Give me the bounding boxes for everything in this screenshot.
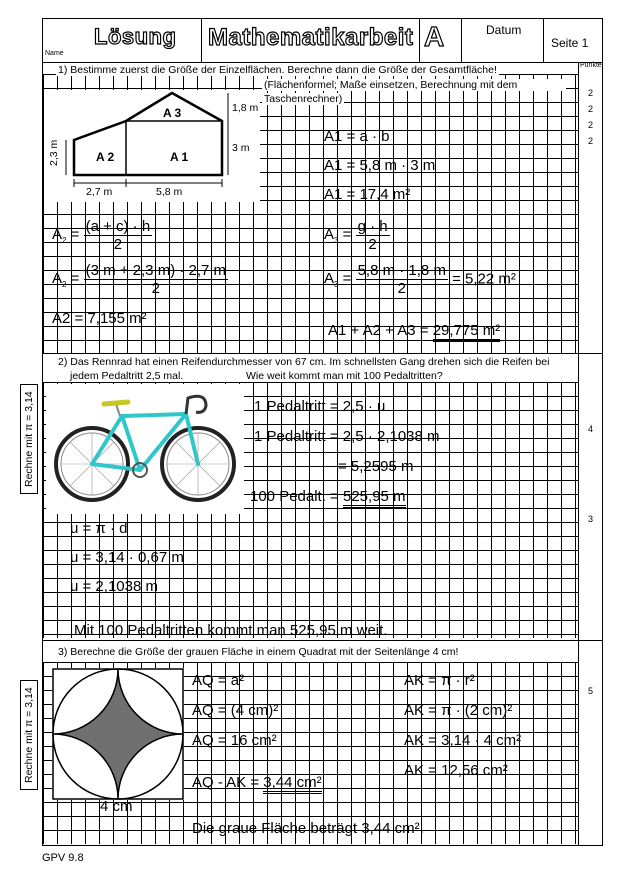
house-figure [44,90,260,202]
points-t1-a: 2 [588,88,594,98]
a1-result: A1 = 17,4 m² [324,186,411,203]
a2-formula: $A_2$ = $\frac{(a + c) \cdot h}{2}$ [52,218,151,253]
task1-prompt-3: Taschenrechner) [264,93,343,105]
points-t1-c: 2 [588,120,594,130]
dim-1-8m: 1,8 m [232,102,259,114]
square-circle-figure [52,668,184,800]
task1-prompt-2: (Flächenformel; Maße einsetzen, Berechnung mit dem [262,79,566,91]
circumference-formula: u = π · d [70,520,128,537]
ak-result: AK = 12,56 cm² [404,762,508,779]
gray-area-result: AQ - AK = 3,44 cm² [192,774,322,791]
exam-variant: A [424,21,445,52]
pedal-formula: 1 Pedaltritt = 2,5 · u [254,398,386,415]
ak-substitution-2: AK = 3,14 · 4 cm² [404,732,522,749]
points-t1-b: 2 [588,104,594,114]
aq-result: AQ = 16 cm² [192,732,277,749]
dim-5-8m: 5,8 m [156,186,183,198]
footer-code: GPV 9.8 [42,852,84,864]
a2-substitution: $A_2$ = $\frac{(3 m + 2,3 m) \cdot 2,7 m}{2}$ [52,262,227,297]
dim-2-3m: 2,3 m [48,139,60,166]
task2-prompt-3: Wie weit kommt man mit 100 Pedaltritten? [246,370,443,382]
points-column-divider [578,62,579,846]
a3-formula: $A_3$ = $\frac{g \cdot h}{2}$ [324,218,388,253]
solution-label: Lösung [94,24,177,49]
house-shape [44,90,260,202]
points-label: Punkte [580,62,602,69]
points-t2-a: 4 [588,424,594,434]
label-a2: A 2 [96,150,115,164]
ak-formula: AK = π · r² [404,672,475,689]
exam-title: Mathematikarbeit [208,24,414,51]
side-length-label: 4 cm [100,798,133,815]
pedal-result: = 5,2595 m [338,458,414,475]
total-distance: 100 Pedalt. = 525,95 m [250,488,406,505]
aq-substitution: AQ = (4 cm)² [192,702,279,719]
header-title-cell [202,18,420,62]
total-area: A1 + A2 + A3 = 29,775 m² [328,322,500,339]
aq-formula: AQ = a² [192,672,245,689]
label-a3: A 3 [163,106,182,120]
date-label: Datum [486,23,522,37]
a2-result: A2 = 7,155 m² [52,310,147,327]
task3-answer: Die graue Fläche beträgt 3,44 cm². [192,820,424,837]
a1-substitution: A1 = 5,8 m · 3 m [324,157,436,174]
dim-3m: 3 m [232,142,250,154]
circumference-result: u = 2,1038 m [70,578,158,595]
points-t3: 5 [588,686,594,696]
pedal-substitution: 1 Pedaltritt = 2,5 · 2,1038 m [254,428,440,445]
page-label: Seite 1 [551,36,589,50]
task2-prompt-2: jedem Pedaltritt 2,5 mal. [70,370,184,382]
task2-answer: Mit 100 Pedaltritten kommt man 525,95 m weit. [74,622,388,639]
a3-substitution: $A_3$ = $\frac{5,8 m \cdot 1,8 m}{2}$ = 5,22 m² [324,262,516,297]
ak-substitution: AK = π · (2 cm)² [404,702,513,719]
pi-hint-task3: Rechne mit π = 3,14 [20,680,38,790]
circumference-substitution: u = 3,14 · 0,67 m [70,549,184,566]
header-variant-cell [420,18,462,62]
name-label: Name [45,50,64,57]
header-date-cell [462,18,544,62]
header-name-cell [42,18,202,62]
bicycle-image [46,384,244,514]
points-t1-d: 2 [588,136,594,146]
a1-formula: A1 = a · b [324,128,390,145]
pi-hint-task2: Rechne mit π = 3,14 [20,384,38,494]
task1-prompt-1: 1) Bestimme zuerst die Größe der Einzelflächen. Berechne dann die Größe der Gesamtfläche! [58,64,497,76]
task2-prompt-1: 2) Das Rennrad hat einen Reifendurchmesser von 67 cm. Im schnellsten Gang drehen sich die Reifen bei [58,356,550,368]
points-t2-b: 3 [588,514,594,524]
task3-prompt: 3) Berechne die Größe der grauen Fläche in einem Quadrat mit der Seitenlänge 4 cm! [58,646,459,658]
dim-2-7m: 2,7 m [86,186,113,198]
label-a1: A 1 [170,150,189,164]
